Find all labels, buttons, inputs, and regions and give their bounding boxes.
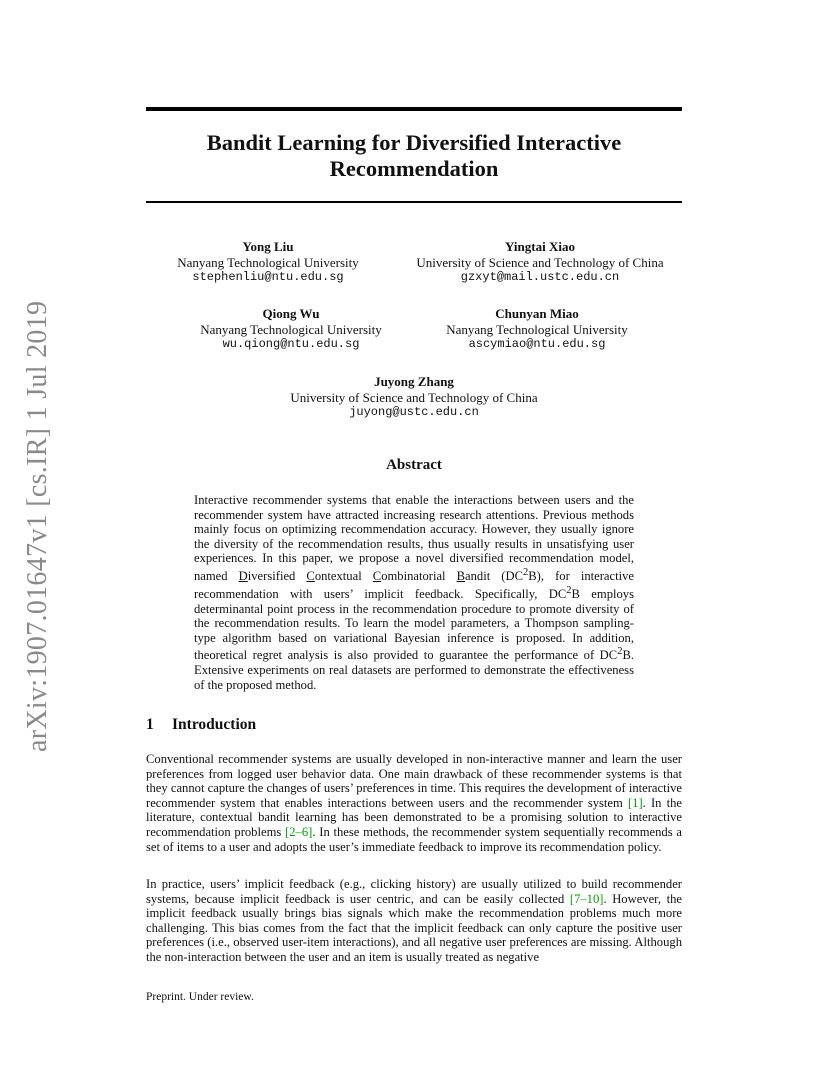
author-affiliation: University of Science and Technology of China <box>416 254 664 270</box>
author-email: gzxyt@mail.ustc.edu.cn <box>460 270 620 284</box>
section-title: Introduction <box>172 716 257 733</box>
title-top-rule <box>146 107 682 111</box>
abstract-heading: Abstract <box>386 457 442 473</box>
author-email: wu.qiong@ntu.edu.sg <box>222 337 360 351</box>
citation-link[interactable]: [1] <box>627 795 643 810</box>
arxiv-identifier: arXiv:1907.01647v1 [cs.IR] 1 Jul 2019 <box>22 300 53 752</box>
section-heading-introduction <box>146 716 256 734</box>
author-affiliation: Nanyang Technological University <box>200 321 382 337</box>
author-affiliation: University of Science and Technology of China <box>290 389 538 405</box>
section-number: 1 <box>146 716 154 733</box>
citation-link[interactable]: [2–6] <box>285 824 313 839</box>
intro-paragraph-1: Conventional recommender systems are usually developed in non-interactive manner and learn the user preferences from logged user behavior data. One main drawback of these recommender systems is that they cannot capture the changes of users’ preferences in time. This requires the development of interactive recommender system that enables interactions between users and the recommender system [1]. In the literature, contextual bandit learning has been demonstrated to be a promising solution to interactive recommendation problems [2–6]. In these methods, the recommender system sequentially recommends a set of items to a user and adopts the user’s immediate feedback to improve its recommendation policy. <box>146 752 682 854</box>
author-block <box>390 239 690 286</box>
author-name: Yong Liu <box>242 239 294 254</box>
paper-title <box>146 130 682 182</box>
preprint-footer: Preprint. Under review. <box>146 991 254 1003</box>
author-name: Yingtai Xiao <box>505 239 575 254</box>
intro-paragraph-2: In practice, users’ implicit feedback (e.g., clicking history) are usually utilized to build recommender systems, because implicit feedback is user centric, and can be easily collected [7–10]. However, the implicit feedback usually brings bias signals which make the recommendation problems much more challenging. This bias comes from the fact that the implicit feedback can only capture the positive user preferences (i.e., observed user-item interactions), and all negative user preferences are missing. Although the non-interaction between the user and an item is usually treated as negative <box>146 877 682 964</box>
title-line-1: Bandit Learning for Diversified Interactive <box>206 130 622 155</box>
author-block <box>180 306 402 353</box>
author-name: Juyong Zhang <box>374 374 454 389</box>
author-block <box>426 306 648 353</box>
title-bottom-rule <box>146 201 682 203</box>
author-name: Qiong Wu <box>262 306 320 321</box>
citation-link[interactable]: [7–10] <box>569 891 604 906</box>
author-affiliation: Nanyang Technological University <box>177 254 359 270</box>
title-line-2: Recommendation <box>329 156 499 181</box>
abstract-text: Interactive recommender systems that enable the interactions between users and the recommender system have attracted increasing research attentions. Previous methods mainly focus on optimizing recommendation accuracy. However, they usually ignore the diversity of the recommendation results, thus usually results in unsatisfying user experiences. In this paper, we propose a novel diversified recommendation model, named Diversified Contextual Combinatorial Bandit $(DC^2B)$, for interactive recommendation with users’ implicit feedback. Specifically, $DC^2B$ employs determinantal point process in the recommendation procedure to promote diversity of the recommendation results. To learn the model parameters, a Thompson sampling-type algorithm based on variational Bayesian inference is proposed. In addition, theoretical regret analysis is also provided to guarantee the performance of $DC^2B$. Extensive experiments on real datasets are performed to demonstrate the effectiveness of the proposed method. <box>194 493 634 692</box>
author-block <box>264 374 564 421</box>
author-affiliation: Nanyang Technological University <box>446 321 628 337</box>
author-email: stephenliu@ntu.edu.sg <box>192 270 344 284</box>
author-block <box>160 239 376 286</box>
author-email: ascymiao@ntu.edu.sg <box>468 337 606 351</box>
author-email: juyong@ustc.edu.cn <box>349 405 479 419</box>
author-name: Chunyan Miao <box>495 306 579 321</box>
